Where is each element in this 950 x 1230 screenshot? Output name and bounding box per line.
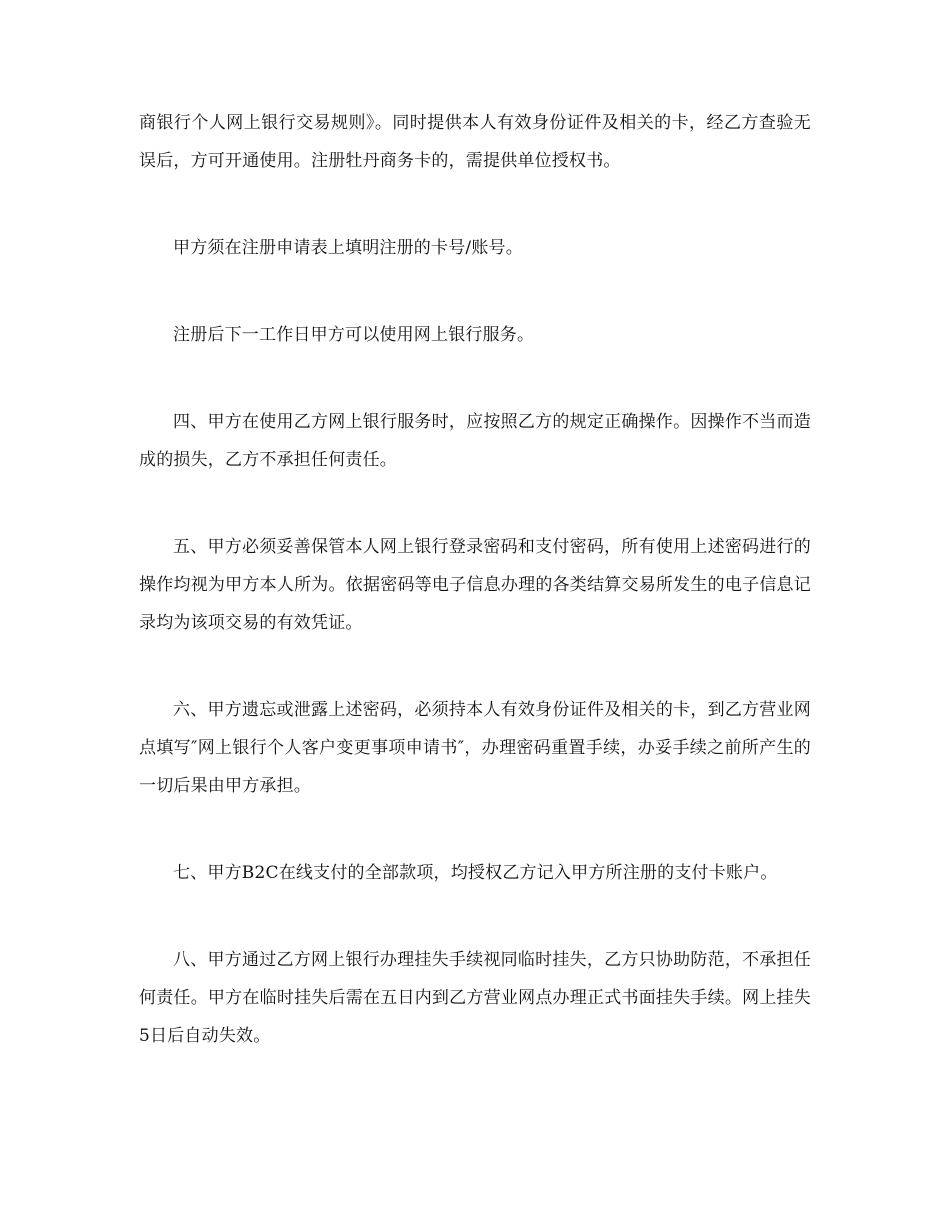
document-body [139,104,811,1055]
paragraph-clause-4: 四、甲方在使用乙方网上银行服务时，应按照乙方的规定正确操作。因操作不当而造成的损失，乙方不承担任何责任。 [139,412,811,470]
paragraph-continuation: 商银行个人网上银行交易规则》。同时提供本人有效身份证件及相关的卡，经乙方查验无误后，方可开通使用。注册牡丹商务卡的，需提供单位授权书。 [139,113,811,171]
paragraph-clause-8: 八、甲方通过乙方网上银行办理挂失手续视同临时挂失，乙方只协助防范，不承担任何责任。甲方在临时挂失后需在五日内到乙方营业网点办理正式书面挂失手续。网上挂失5日后自动失效。 [139,950,811,1046]
paragraph-clause-6: 六、甲方遗忘或泄露上述密码，必须持本人有效身份证件及相关的卡，到乙方营业网点填写″网上银行个人客户变更事项申请书″，办理密码重置手续，办妥手续之前所产生的一切后果由甲方承担。 [139,700,811,796]
paragraph-clause-7: 七、甲方B2C在线支付的全部款项，均授权乙方记入甲方所注册的支付卡账户。 [173,863,778,883]
paragraph-card-number: 甲方须在注册申请表上填明注册的卡号/账号。 [173,238,523,258]
paragraph-next-workday: 注册后下一工作日甲方可以使用网上银行服务。 [173,325,535,345]
paragraph-clause-5: 五、甲方必须妥善保管本人网上银行登录密码和支付密码，所有使用上述密码进行的操作均视为甲方本人所为。依据密码等电子信息办理的各类结算交易所发生的电子信息记录均为该项交易的有效凭证。 [139,537,811,633]
